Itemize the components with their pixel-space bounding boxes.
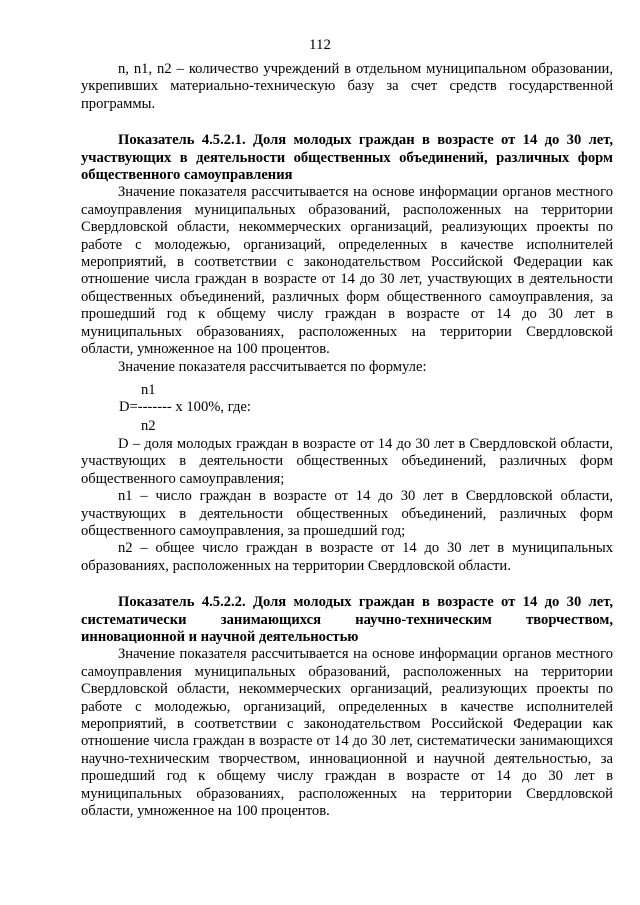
formula-main: D=------- x 100%, где: — [119, 398, 251, 415]
document-body — [81, 61, 613, 820]
indicator-2-description: Значение показателя рассчитывается на основе информации органов местного самоуправления муниципальных образований, расположенных на территории Свердловской области, некоммерческих организаций, реализующих проекты по работе с молодежью, организаций, определенных в качестве исполнителей мероприятий, в соответствии с законодательством Российской Федерации как отношение числа граждан в возрасте от 14 до 30 лет, систематически занимающихся научно-техническим творчеством, инновационной и научной деятельностью, за прошедший год к общему числу граждан в возрасте от 14 до 30 лет в муниципальных образованиях, расположенных на территории Свердловской области, умноженное на 100 процентов. — [81, 646, 613, 820]
indicator-1-description: Значение показателя рассчитывается на основе информации органов местного самоуправления муниципальных образований, расположенных на территории Свердловской области, некоммерческих организаций, реализующих проекты по работе с молодежью, организаций, определенных в качестве исполнителей мероприятий, в соответствии с законодательством Российской Федерации как отношение числа граждан в возрасте от 14 до 30 лет, участвующих в деятельности общественных объединений, различных форм общественного самоуправления, за прошедший год к общему числу граждан в возрасте от 14 до 30 лет в муниципальных образованиях, расположенных на территории Свердловской области, умноженное на 100 процентов. — [81, 184, 613, 358]
formula-numerator: n1 — [141, 381, 156, 398]
formula-denominator: n2 — [141, 417, 156, 434]
definition-d: D – доля молодых граждан в возрасте от 14 до 30 лет в Свердловской области, участвующих в деятельности общественных объединений, различных форм общественного самоуправления; — [81, 435, 613, 487]
formula-intro: Значение показателя рассчитывается по формуле: — [118, 358, 427, 375]
definition-n1: n1 – число граждан в возрасте от 14 до 30 лет в Свердловской области, участвующих в деятельности общественных объединений, различных форм общественного самоуправления, за прошедший год; — [81, 488, 613, 539]
page-number: 112 — [309, 37, 331, 53]
indicator-1-heading: Показатель 4.5.2.1. Доля молодых граждан в возрасте от 14 до 30 лет, участвующих в деятельности общественных объединений, различных форм общественного самоуправления — [81, 132, 613, 184]
indicator-2-heading: Показатель 4.5.2.2. Доля молодых граждан в возрасте от 14 до 30 лет, систематически занимающихся научно-техническим творчеством, инновационной и научной деятельностью — [81, 594, 613, 645]
formula — [81, 378, 613, 436]
intro-paragraph: n, n1, n2 – количество учреждений в отдельном муниципальном образовании, укрепивших материально-техническую базу за счет средств государственной программы. — [81, 61, 613, 112]
definition-n2: n2 – общее число граждан в возрасте от 14 до 30 лет в муниципальных образованиях, расположенных на территории Свердловской области. — [81, 540, 613, 574]
